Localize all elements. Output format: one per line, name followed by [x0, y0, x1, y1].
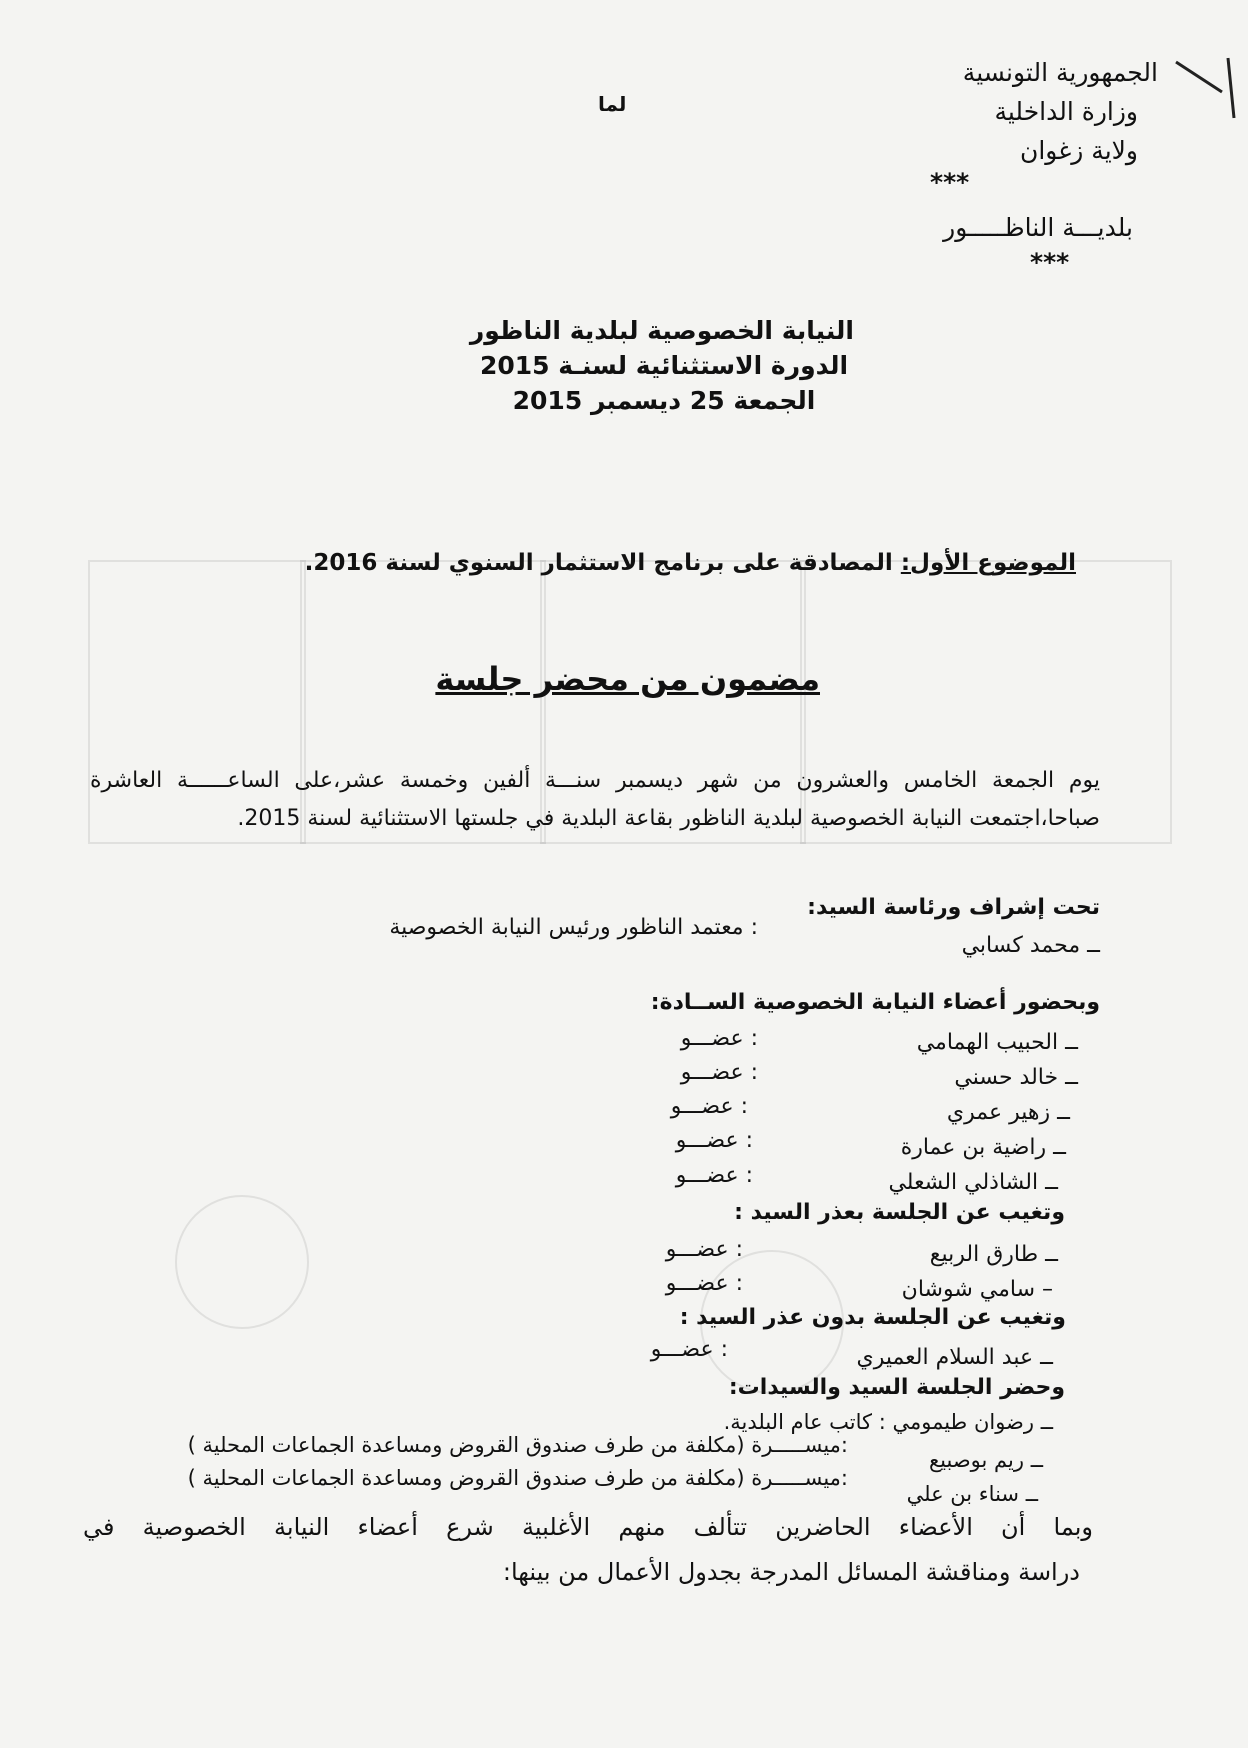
absent-excused-name: ــ طارق الربيع [929, 1242, 1058, 1267]
bleed-through-table-divider [540, 560, 546, 844]
absent-excused-name: – سامي شوشان [901, 1277, 1053, 1302]
subject-text: المصادقة على برنامج الاستثمار السنوي لسنة 2016. [304, 550, 893, 576]
member-name: ــ راضية بن عمارة [900, 1135, 1066, 1160]
subject-line [305, 550, 1076, 576]
intro-line-1: يوم الجمعة الخامس والعشرون من شهر ديسمبر سنـــة ألفين وخمسة عشر،على الساعــــــة العاشرة [90, 768, 1100, 793]
corner-check-mark [1170, 52, 1240, 122]
header-stars-2: *** [1030, 248, 1070, 277]
chair-heading: تحت إشراف ورئاسة السيد: [807, 895, 1100, 920]
member-role: : عضـــو [670, 1094, 748, 1119]
member-name: ــ خالد حسني [954, 1065, 1078, 1090]
chair-name: ــ محمد كسابي [961, 933, 1100, 958]
member-name: ــ الشاذلي الشعلي [888, 1170, 1058, 1195]
title-line-3: الجمعة 25 ديسمبر 2015 [512, 386, 816, 415]
header-stars-1: *** [930, 168, 970, 197]
header-governorate: ولاية زغوان [1019, 136, 1138, 165]
attendee-name: ــ ريم بوصبيع [929, 1448, 1043, 1472]
member-role: : عضـــو [675, 1128, 753, 1153]
attendee-name: ــ سناء بن علي [906, 1482, 1038, 1506]
closing-line-2: دراسة ومناقشة المسائل المدرجة بجدول الأعمال من بينها: [502, 1558, 1080, 1586]
title-line-2: الدورة الاستثنائية لسنـة 2015 [479, 351, 849, 380]
intro-line-2: صباحا،اجتمعت النيابة الخصوصية لبلدية الناظور بقاعة البلدية في جلستها الاستثنائية لسنة 2015. [237, 806, 1100, 831]
bleed-through-table-divider [800, 560, 806, 844]
member-name: ــ زهير عمري [946, 1100, 1070, 1125]
member-role: : عضـــو [680, 1060, 758, 1085]
header-municipality: بلديـــة الناظـــــور [943, 213, 1133, 242]
closing-line-1: وبما أن الأعضاء الحاضرين تتألف منهم الأغلبية شرع أعضاء النيابة الخصوصية في [83, 1513, 1093, 1541]
absent-unexcused-name: ــ عبد السلام العميري [856, 1345, 1053, 1370]
bleed-through-table-divider [300, 560, 306, 844]
absent-unexcused-heading: وتغيب عن الجلسة بدون عذر السيد : [679, 1305, 1066, 1330]
members-heading: وبحضور أعضاء النيابة الخصوصية الســادة: [650, 990, 1100, 1015]
attendee-role: :ميســـــرة (مكلفة من طرف صندوق القروض ومساعدة الجماعات المحلية ) [187, 1466, 848, 1490]
top-scribble: لما [598, 92, 627, 116]
subject-label: الموضوع الأول: [900, 550, 1076, 576]
header-ministry: وزارة الداخلية [994, 97, 1138, 126]
attendee-line: ــ رضوان طيمومي : كاتب عام البلدية. [723, 1410, 1053, 1434]
member-role: : عضـــو [675, 1163, 753, 1188]
member-name: ــ الحبيب الهمامي [916, 1030, 1078, 1055]
attendee-role: :ميســـــرة (مكلفة من طرف صندوق القروض ومساعدة الجماعات المحلية ) [187, 1433, 848, 1457]
absent-unexcused-role: : عضـــو [650, 1337, 728, 1362]
attendees-heading: وحضر الجلسة السيد والسيدات: [728, 1375, 1065, 1400]
absent-excused-heading: وتغيب عن الجلسة بعذر السيد : [734, 1200, 1065, 1225]
absent-excused-role: : عضـــو [665, 1237, 743, 1262]
member-role: : عضـــو [680, 1026, 758, 1051]
document-title: مضمون من محضر جلسة [435, 660, 820, 698]
bleed-through-table [88, 560, 1172, 844]
title-line-1: النيابة الخصوصية لبلدية الناظور [469, 316, 854, 345]
chair-role: : معتمد الناظور ورئيس النيابة الخصوصية [389, 915, 758, 940]
bleed-through-stamp [175, 1195, 309, 1329]
header-republic: الجمهورية التونسية [962, 58, 1158, 87]
absent-excused-role: : عضـــو [665, 1271, 743, 1296]
